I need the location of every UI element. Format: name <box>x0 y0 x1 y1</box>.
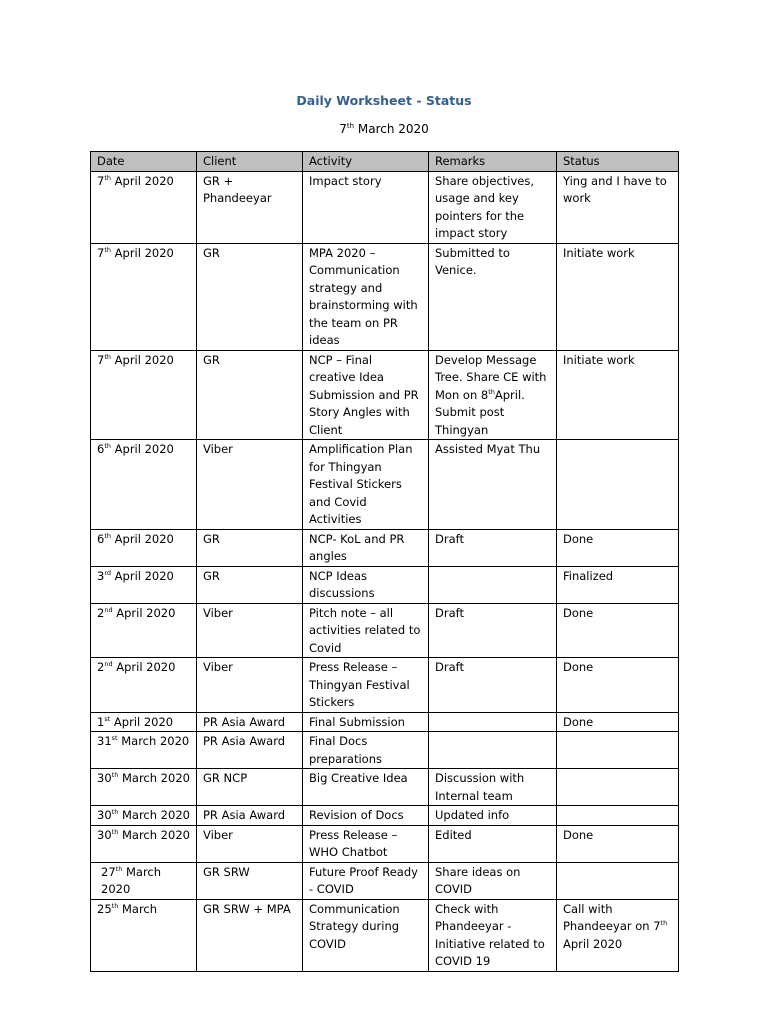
table-row <box>91 769 679 806</box>
remarks-cell <box>429 350 557 440</box>
date-suffix: nd <box>104 660 113 669</box>
status-cell <box>557 440 679 530</box>
remarks-cell: Share objectives, usage and key pointers for the impact story <box>429 171 557 243</box>
remarks-cell: Submitted to Venice. <box>429 243 557 350</box>
document-title: Daily Worksheet - Status <box>296 93 472 108</box>
activity-cell: Revision of Docs <box>303 806 429 826</box>
column-header-activity: Activity <box>303 152 429 172</box>
status-cell: Initiate work <box>557 243 679 350</box>
activity-cell: Big Creative Idea <box>303 769 429 806</box>
date-cell <box>91 862 197 899</box>
activity-cell: Final Docs preparations <box>303 732 429 769</box>
date-suffix: th <box>111 827 119 836</box>
date-suffix: th <box>104 531 111 540</box>
table-row <box>91 658 679 713</box>
date-cell <box>91 171 197 243</box>
status-cell: Finalized <box>557 566 679 603</box>
activity-cell: Impact story <box>303 171 429 243</box>
date-suffix: th <box>104 442 111 451</box>
table-row <box>91 566 679 603</box>
activity-cell: Press Release – Thingyan Festival Stickers <box>303 658 429 713</box>
status-cell: Initiate work <box>557 350 679 440</box>
client-cell: GR + Phandeeyar <box>197 171 303 243</box>
remarks-suffix: th <box>488 387 495 396</box>
status-cell <box>557 899 679 971</box>
date-month: April 2020 <box>114 531 174 546</box>
client-cell: GR <box>197 243 303 350</box>
date-month: March 2020 <box>121 771 190 785</box>
date-cell <box>91 658 197 713</box>
date-month: April 2020 <box>114 245 174 260</box>
remarks-text-a: Develop Message Tree. Share CE with Mon on 8 <box>435 352 547 402</box>
worksheet-table <box>90 151 679 972</box>
date-day: 2 <box>97 660 105 674</box>
status-text-a: Call with Phandeeyar on 7 <box>563 901 661 933</box>
subtitle-suffix: th <box>346 122 355 130</box>
date-day: 2 <box>97 605 105 620</box>
table-row <box>91 825 679 862</box>
date-cell <box>91 769 197 806</box>
activity-cell: NCP- KoL and PR angles <box>303 529 429 566</box>
column-header-remarks: Remarks <box>429 152 557 172</box>
activity-cell: Final Submission <box>303 712 429 732</box>
remarks-cell: Draft <box>429 658 557 713</box>
remarks-cell: Share ideas on COVID <box>429 862 557 899</box>
table-row <box>91 243 679 350</box>
remarks-cell: Edited <box>429 825 557 862</box>
activity-cell: NCP Ideas discussions <box>303 566 429 603</box>
date-day: 30 <box>97 771 112 785</box>
date-cell <box>91 806 197 826</box>
remarks-cell: Check with Phandeeyar - Initiative related to COVID 19 <box>429 899 557 971</box>
date-day: 30 <box>97 827 112 842</box>
date-suffix: nd <box>104 605 113 614</box>
date-cell <box>91 712 197 732</box>
date-month: March 2020 <box>121 827 190 842</box>
date-suffix: st <box>111 734 118 743</box>
activity-cell: Communication Strategy during COVID <box>303 899 429 971</box>
date-month: April 2020 <box>114 568 174 583</box>
date-suffix: th <box>104 173 111 182</box>
client-cell: Viber <box>197 440 303 530</box>
table-header-row <box>91 152 679 172</box>
activity-cell: MPA 2020 – Communication strategy and brainstorming with the team on PR ideas <box>303 243 429 350</box>
subtitle-rest: March 2020 <box>357 122 429 136</box>
status-cell: Done <box>557 658 679 713</box>
document-date <box>0 122 768 136</box>
table-row <box>91 899 679 971</box>
date-month: March 2020 <box>121 734 190 748</box>
date-day: 31 <box>97 734 112 748</box>
status-cell: Done <box>557 529 679 566</box>
table-row <box>91 806 679 826</box>
status-cell: Done <box>557 825 679 862</box>
activity-cell: Press Release – WHO Chatbot <box>303 825 429 862</box>
status-suffix: th <box>660 919 668 928</box>
table-row <box>91 529 679 566</box>
date-cell <box>91 603 197 658</box>
remarks-cell: Draft <box>429 603 557 658</box>
activity-cell: Amplification Plan for Thingyan Festival Stickers and Covid Activities <box>303 440 429 530</box>
date-day: 30 <box>97 808 112 822</box>
table-row <box>91 712 679 732</box>
date-cell <box>91 243 197 350</box>
table-row <box>91 171 679 243</box>
date-suffix: th <box>111 771 119 780</box>
activity-cell: Future Proof Ready - COVID <box>303 862 429 899</box>
status-cell <box>557 732 679 769</box>
remarks-cell: Draft <box>429 529 557 566</box>
date-month: April 2020 <box>114 442 174 456</box>
remarks-cell: Updated info <box>429 806 557 826</box>
client-cell: PR Asia Award <box>197 712 303 732</box>
date-day: 7 <box>97 245 105 260</box>
date-cell <box>91 732 197 769</box>
client-cell: GR <box>197 529 303 566</box>
date-cell <box>91 899 197 971</box>
table-row <box>91 732 679 769</box>
date-cell <box>91 566 197 603</box>
status-text-b: April 2020 <box>563 936 623 951</box>
date-day: 1 <box>97 714 105 729</box>
table-row <box>91 862 679 899</box>
date-month: March <box>121 901 158 916</box>
status-cell <box>557 806 679 826</box>
activity-cell: Pitch note – all activities related to Covid <box>303 603 429 658</box>
date-cell <box>91 440 197 530</box>
column-header-date: Date <box>91 152 197 172</box>
remarks-cell <box>429 712 557 732</box>
status-cell <box>557 769 679 806</box>
status-cell <box>557 862 679 899</box>
remarks-cell <box>429 732 557 769</box>
date-suffix: th <box>111 808 119 817</box>
date-suffix: th <box>111 901 119 910</box>
client-cell: Viber <box>197 658 303 713</box>
date-suffix: th <box>104 352 111 361</box>
client-cell: GR NCP <box>197 769 303 806</box>
status-cell: Done <box>557 712 679 732</box>
date-day: 25 <box>97 901 112 916</box>
date-month: March 2020 <box>121 808 190 822</box>
date-cell <box>91 350 197 440</box>
date-month: April 2020 <box>114 352 174 367</box>
table-row <box>91 603 679 658</box>
remarks-cell <box>429 566 557 603</box>
date-cell <box>91 529 197 566</box>
date-day: 7 <box>97 352 105 367</box>
date-suffix: th <box>104 245 111 254</box>
remarks-cell: Assisted Myat Thu <box>429 440 557 530</box>
date-suffix: rd <box>104 568 112 577</box>
date-suffix: th <box>115 864 123 873</box>
client-cell: GR <box>197 566 303 603</box>
status-cell: Ying and I have to work <box>557 171 679 243</box>
date-day: 27 <box>101 864 116 879</box>
date-month: April 2020 <box>116 605 176 620</box>
date-month: March 2020 <box>101 864 162 896</box>
client-cell: GR SRW <box>197 862 303 899</box>
table-row <box>91 440 679 530</box>
client-cell: PR Asia Award <box>197 806 303 826</box>
date-month: April 2020 <box>113 714 174 729</box>
activity-cell: NCP – Final creative Idea Submission and PR Story Angles with Client <box>303 350 429 440</box>
date-month: April 2020 <box>114 173 174 188</box>
column-header-status: Status <box>557 152 679 172</box>
subtitle-day: 7 <box>339 122 347 136</box>
client-cell: PR Asia Award <box>197 732 303 769</box>
date-cell <box>91 825 197 862</box>
client-cell: Viber <box>197 603 303 658</box>
date-day: 7 <box>97 173 105 188</box>
remarks-cell: Discussion with Internal team <box>429 769 557 806</box>
date-day: 6 <box>97 442 105 456</box>
date-day: 3 <box>97 568 105 583</box>
column-header-client: Client <box>197 152 303 172</box>
remarks-text-b: April. Submit post Thingyan <box>435 387 525 437</box>
client-cell: Viber <box>197 825 303 862</box>
date-day: 6 <box>97 531 105 546</box>
date-month: April 2020 <box>116 660 176 674</box>
status-cell: Done <box>557 603 679 658</box>
date-suffix: st <box>104 714 111 723</box>
client-cell: GR SRW + MPA <box>197 899 303 971</box>
table-row <box>91 350 679 440</box>
client-cell: GR <box>197 350 303 440</box>
